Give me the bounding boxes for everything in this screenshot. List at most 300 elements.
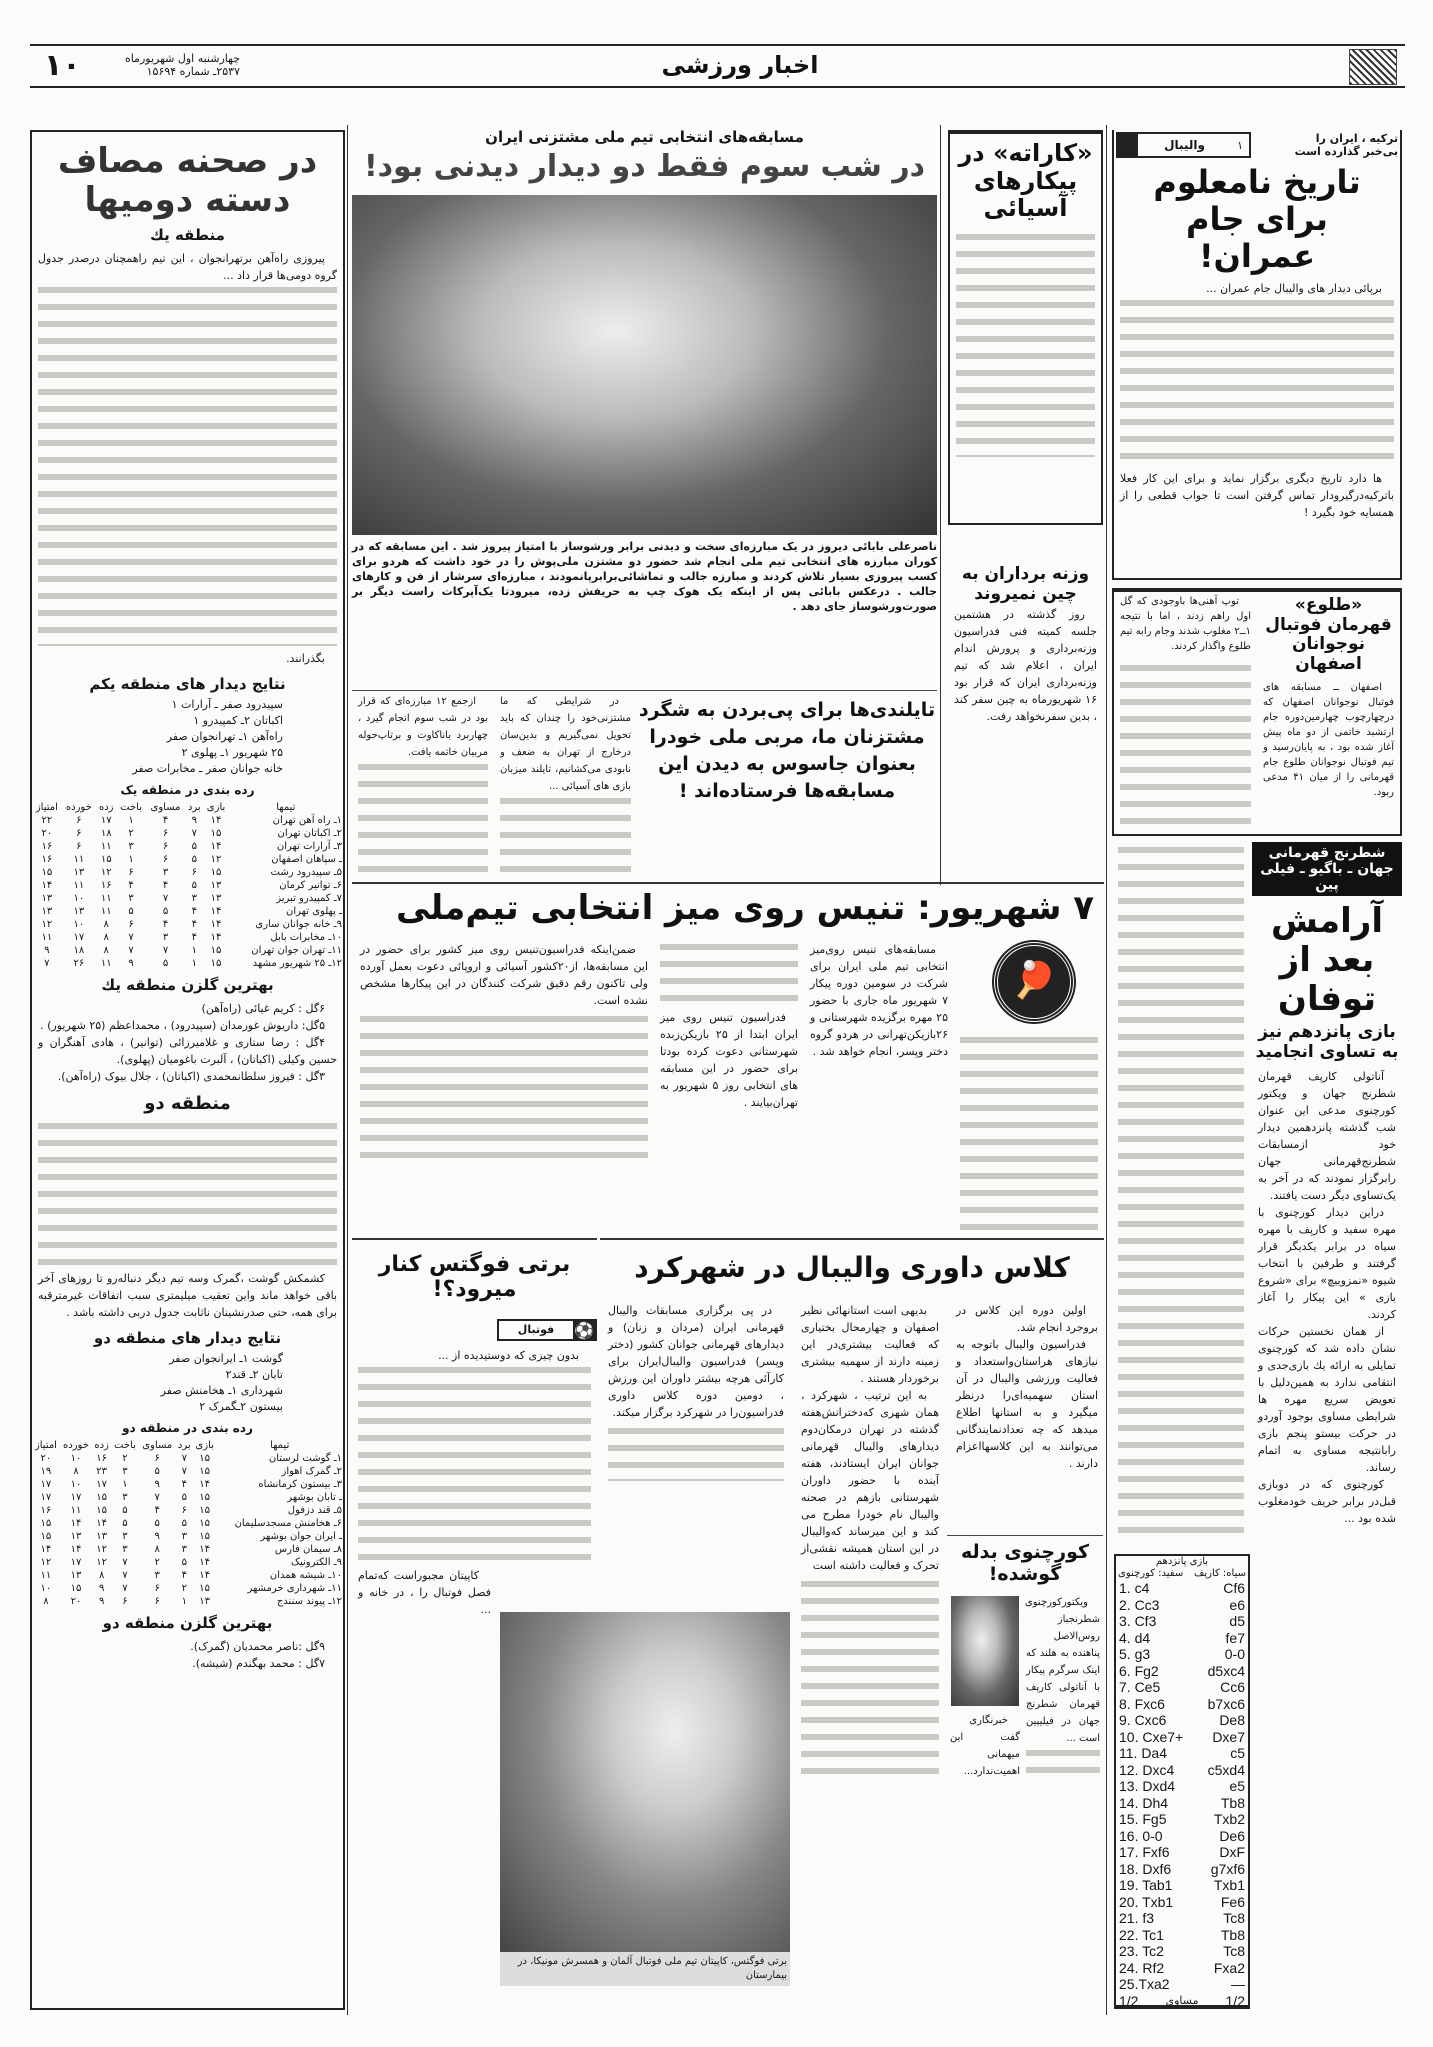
table-cell: ۸	[98, 1570, 105, 1582]
table-cell: ۱۴	[41, 880, 53, 892]
move: Tc8	[1223, 1943, 1245, 1959]
korchnoi-body-col2: خبرنگاری گفت این میهمانی اهمیت‌ندارد...	[947, 1710, 1023, 1782]
table-cell: ۷	[128, 932, 134, 944]
chess-moves-box	[1114, 1554, 1250, 2009]
table-cell: ۱۷	[70, 1557, 82, 1569]
table-row	[32, 853, 343, 866]
table-cell: ۱۵	[199, 1453, 210, 1465]
column-header: مساوی	[150, 802, 181, 814]
table-cell: ۷	[128, 945, 134, 957]
result-item: سپیدرود صفر ـ آرارات ۱	[171, 698, 283, 712]
scorer-item: ۷گل : محمد بهگندم (شیشه).	[38, 1655, 337, 1672]
table-cell: ـ ایران جوان بوشهر	[260, 1531, 342, 1543]
table-cell: ۴	[162, 815, 169, 827]
table-cell: ۸	[154, 1544, 160, 1556]
table-cell: ۱۴	[70, 1544, 82, 1556]
table-cell: ۱۲ـ ۲۵ شهریور مشهد	[252, 958, 342, 970]
table-cell: ۱۰ـ شیشه همدان	[269, 1570, 342, 1582]
second-division-article	[30, 130, 345, 2010]
moves-list	[1116, 1580, 1248, 1993]
move: 15. Fg5	[1119, 1811, 1167, 1827]
zone1-standings-title: رده بندی در منطقه یک	[120, 783, 255, 798]
move-row	[1116, 1976, 1248, 1993]
table-cell: ۱۳	[210, 893, 222, 905]
headline: آرامش بعد از توفان	[1271, 901, 1383, 1020]
table-cell: ۵ـ قند دزفول	[287, 1505, 342, 1517]
move: Tb8	[1220, 1794, 1245, 1811]
table-cell: ۱۶	[96, 1453, 107, 1465]
table-cell: ۵	[181, 1557, 187, 1569]
table-cell: ۶	[76, 841, 82, 853]
vogts-body: بدون چیزی که دوستیدیده از ...	[352, 1345, 597, 1565]
table-cell: ۳	[181, 1531, 187, 1543]
move-row	[1116, 1844, 1248, 1861]
issue-text: ۲۵۳۷ـ شماره ۱۵۶۹۴	[146, 65, 240, 78]
referee-body-col3-more	[602, 1423, 790, 1483]
column-header: بازی	[206, 802, 226, 814]
table-cell: ۵	[181, 1518, 187, 1530]
table-cell: ۱۵	[41, 867, 53, 879]
table-cell: ۱۳	[96, 1531, 107, 1543]
table-cell: ۵	[162, 906, 169, 918]
table-cell: ۳ـ آرارات تهران	[276, 841, 342, 853]
move: 18. Dxf6	[1119, 1860, 1172, 1877]
move: 6. Fg2	[1119, 1662, 1159, 1679]
zone2-standings-table	[32, 1439, 343, 1608]
table-cell: ۵	[154, 1518, 160, 1530]
volleyball-body-end: ها دارد تاریخ دیگری برگزار نماید و برای این کار فعلا باترکیه‌درگیرودار تماس گرفتن است تا جواب قطعی را از همسایه خود بگیرد !	[1114, 468, 1400, 523]
table-cell: ۶	[154, 1453, 160, 1465]
table-row	[32, 1556, 343, 1569]
move: e6	[1229, 1596, 1245, 1613]
table-cell: ۱۵	[40, 1531, 52, 1543]
table-cell: ۱۳	[41, 893, 53, 905]
table-cell: ۱۳	[41, 906, 53, 918]
column-header: باخت	[120, 802, 143, 814]
table-cell: ۱۷	[70, 1492, 82, 1504]
column-header: تیمها	[270, 1440, 290, 1452]
table-cell: ۹	[154, 1531, 160, 1543]
table-cell: ۶	[154, 1583, 160, 1595]
masthead	[30, 44, 1405, 88]
date-text: چهارشنبه اول شهریورماه	[124, 52, 240, 65]
headline: در صحنه مصاف دسته دومیها	[57, 141, 318, 221]
table-cell: ۳ـ بیستون کرمانشاه	[258, 1479, 342, 1491]
table-cell: ۱۱	[41, 932, 53, 944]
table-cell: ۲۰	[40, 1453, 52, 1465]
headline: در شب سوم فقط دو دیدار دیدنی بود!	[363, 149, 926, 184]
table-cell: ۷	[122, 1557, 128, 1569]
table-cell: ۷	[191, 828, 197, 840]
move-row	[1116, 1630, 1248, 1647]
table-cell: ۱	[122, 1479, 128, 1491]
column-header: زده	[94, 1440, 109, 1452]
result-item: تابان ۲ـ قند۲	[225, 1368, 283, 1382]
table-cell: ۱۰	[40, 1583, 52, 1595]
table-header	[32, 1439, 343, 1452]
thailand-body-col2: ازجمع ۱۲ مبارزه‌ای که قرار بود در شب سوم انجام گیرد ، چهاربرد باناکاوت و برتاپ‌حوله مربیان خاتمه یافت.	[352, 691, 494, 880]
headline: ۷ شهریور: تنیس روی میز انتخابی تیم‌ملی	[396, 888, 1094, 928]
move-row	[1116, 1943, 1248, 1960]
table-cell: ۲ـ گمرک اهواز	[281, 1466, 342, 1478]
table-cell: ۶	[122, 1596, 128, 1608]
move: 25.Txa2	[1119, 1976, 1170, 1992]
table-cell: ۱۴	[210, 815, 222, 827]
move-row	[1116, 1597, 1248, 1614]
table-cell: ۴	[191, 919, 197, 931]
table-cell: ۹	[44, 945, 50, 957]
table-row	[32, 957, 343, 970]
table-row	[32, 1478, 343, 1491]
table-cell: ۲ـ اکباتان تهران	[277, 828, 342, 840]
tag-label: والیبال	[1164, 138, 1205, 152]
table-cell: ۱۴	[199, 1557, 210, 1569]
move: 10. Cxe7+	[1119, 1728, 1184, 1745]
move: 19. Tab1	[1119, 1877, 1173, 1893]
table-cell: ۱۱	[40, 1570, 52, 1582]
table-row	[32, 1569, 343, 1582]
table-cell: ۱۱	[70, 1505, 82, 1517]
isfahan-body-col2: توپ آهنی‌ها باوجودی که گل اول راهم زدند ، اما با نتیجه ۱ــ۲ مغلوب شدند وجام رابه تیم طلوع واگذار کردند.	[1114, 592, 1257, 834]
table-row	[32, 1517, 343, 1530]
headline: «کاراته» در پیکارهای آسیائی	[958, 139, 1093, 223]
headline: تایلندی‌ها برای پی‌بردن به شگرد مشتزنان ما، مربی ملی خودرا بعنوان جاسوس به دیدن این مسابقه‌ها فرستاده‌اند !	[638, 699, 936, 802]
table-cell: ۸	[103, 945, 109, 957]
move-row	[1116, 1762, 1248, 1779]
thailand-body: در شرایطی که ما مشتزنی‌خود را چندان که باید تحویل نمی‌گیریم و بدین‌سان درخارج از تهران به ضعف و نابودی می‌کشانیم، تایلند میزبان بازی های آسیائی ...	[494, 691, 637, 880]
table-cell: ۱۵	[199, 1466, 210, 1478]
referee-body-col3: در پی برگزاری مسابقات والیبال قهرمانی ایران (مردان و زنان) و دیدارهای قهرمانی جوانان کشور (دختر وپسر) فدراسیون والیبال‌ایران برای کارآئی هرچه بیشتر داوران این ورزش ، دومین دوره کلاس داوری فدراسیون‌را در شهرکرد برگزار میکند.	[602, 1300, 790, 1423]
table-cell: ۴	[181, 1479, 187, 1491]
headline: برتی فوگتس کنار میرود؟!	[378, 1252, 571, 1303]
kicker: ترکیه ، ایران را بی‌خبر گذارده است	[1294, 132, 1398, 158]
table-cell: ۱۵	[96, 1492, 107, 1504]
move: 12. Dxc4	[1119, 1761, 1175, 1778]
table-cell: ۵	[162, 958, 169, 970]
table-row	[32, 840, 343, 853]
karate-body	[950, 229, 1101, 459]
table-cell: ۱۳	[70, 1531, 82, 1543]
table-row	[32, 905, 343, 918]
move: 9. Cxc6	[1119, 1712, 1167, 1728]
table-cell: ۱۰	[70, 1453, 82, 1465]
table-row	[32, 1465, 343, 1478]
move-row	[1116, 1811, 1248, 1828]
table-cell: ۵	[122, 1505, 128, 1517]
table-cell: ۱۸	[73, 945, 85, 957]
move-row	[1116, 1663, 1248, 1680]
headline: تاریخ نامعلوم برای جام عمران!	[1153, 163, 1361, 275]
headline: وزنه برداران به چین نمیروند	[961, 564, 1090, 604]
table-cell: ۴	[162, 919, 169, 931]
table-cell: ۶	[162, 854, 169, 866]
table-row	[32, 931, 343, 944]
table-cell: ۸	[73, 1466, 79, 1478]
volleyball-tag-icon	[1118, 134, 1138, 156]
move: 8. Fxc6	[1119, 1695, 1165, 1712]
table-cell: ۱۸	[100, 828, 112, 840]
scorer-item: ۶گل : کریم غیائی (راه‌آهن)	[38, 1000, 337, 1017]
move-row	[1116, 1960, 1248, 1977]
table-cell: ۱۷	[96, 1479, 107, 1491]
box-title: بازی پانزدهم	[1155, 1556, 1209, 1567]
section-tag	[1116, 132, 1251, 158]
vogts-body-end: کاپیتان مجبوراست که‌تمام فصل فوتبال را ، در خانه و ...	[352, 1565, 497, 1620]
zone2-scorers	[32, 1636, 343, 1674]
move: 5. g3	[1119, 1646, 1151, 1662]
move: 1. c4	[1119, 1580, 1150, 1596]
table-cell: ۱۵	[199, 1518, 210, 1530]
table-cell: ۱۶	[41, 854, 53, 866]
table-cell: ۲۰	[70, 1596, 82, 1608]
move: e5	[1229, 1778, 1245, 1794]
table-cell: ۴	[128, 880, 134, 892]
move: DxF	[1219, 1844, 1245, 1860]
move: Cc6	[1220, 1679, 1245, 1695]
move: d5xc4	[1207, 1662, 1245, 1679]
chess-body: آناتولی کارپف قهرمان شطرنج جهان و ویکتور کورچنوی مدعی این عنوان شب گذشته پانزدهمین دیدار خود ازمسابقات شطرنج‌قهرمانی جهان رابرگزار نمودند که در آخر به یک‌تساوی دیگر دست یافتند. دراین دیدار کورچنوی با مهره سفید و کارپف با مهره سیاه در برابر یکدیگر قرار گرفتند و طرفین با انتخاب شیوه «نمزوییچ» برای «شروع بازی » این پیکار را آغاز کردند. از همان نخستین حرکات نشان داده شد که کورچنوی تمایلی به ارائه یك بازی‌جدی و انتقامی ندارد به همین‌دلیل با تعویض سریع مهره ها شرایطی مساوی بوجود آوردو در حرکت بیستو پنجم بازی رابانتیجه مساوی به اتمام رساند. کورچنوی که در دوبازی قبل‌در برابر حریف خودمغلوب شده بود ...	[1252, 1066, 1402, 1529]
referee-body-col1: اولین دوره این کلاس در بروجرد انجام شد. فدراسیون والیبال باتوجه به نیازهای هراستان‌واستعداد و فعالیت ورزشی والیبال در آن استان سهمیه‌ای‌را درنظر میگیرد و به استانها اطلاع میدهد که چه تعدادنمایندگانی می‌توانند به این کلاسهااعزام دارند .	[950, 1300, 1104, 1474]
table-cell: ۵	[191, 854, 197, 866]
table-cell: ۱۵	[210, 828, 222, 840]
football-icon: ⚽	[574, 1320, 594, 1340]
table-cell: ۱۱	[100, 841, 112, 853]
chess-left-body	[1112, 842, 1250, 1542]
table-cell: ۱۵	[100, 854, 112, 866]
table-cell: ۳	[122, 1531, 128, 1543]
football-tag	[497, 1319, 597, 1341]
table-cell: ۹	[191, 815, 197, 827]
move: 16. 0-0	[1119, 1827, 1163, 1844]
volleyball-body: برپائی دیدار های والیبال جام عمران ...	[1114, 278, 1400, 468]
move-row	[1116, 1696, 1248, 1713]
table-cell: ۷ـ کمپیدرو تبریز	[276, 893, 342, 905]
table-cell: ۱۲	[210, 854, 222, 866]
table-row	[32, 879, 343, 892]
table-cell: ۱۰	[73, 893, 85, 905]
move: d5	[1229, 1613, 1245, 1629]
table-cell: ۱۳	[70, 1570, 82, 1582]
table-cell: ۶	[128, 867, 134, 879]
volleyball-article	[1112, 130, 1402, 580]
table-cell: ۶	[181, 1505, 187, 1517]
table-cell: ۶	[76, 828, 82, 840]
table-cell: ۱۷	[100, 815, 112, 827]
thailand-boxing-article	[352, 690, 937, 880]
zone1-body: پیروزی راه‌آهن برتهرانجوان ، این تیم راهمچنان درصدر جدول گروه دومی‌ها قرار داد ...	[32, 248, 343, 648]
column-header: خورده	[63, 1440, 89, 1452]
table-cell: ۱۴	[210, 841, 222, 853]
table-cell: ۹	[98, 1596, 105, 1608]
move-row	[1116, 1861, 1248, 1878]
table-cell: ۱۶	[40, 1505, 52, 1517]
table-cell: ۵	[181, 1492, 187, 1504]
table-cell: ۸	[103, 932, 109, 944]
headline: «طلوع» قهرمان فوتبال نوجوانان اصفهان	[1265, 595, 1392, 674]
zone1-standings-table	[32, 801, 343, 970]
zone2-body	[32, 1118, 343, 1268]
result-label: مساوی	[1165, 1993, 1199, 2007]
table-row	[32, 1504, 343, 1517]
column-header: مساوی	[142, 1440, 173, 1452]
table-cell: ۱۱	[73, 880, 85, 892]
move: 17. Fxf6	[1119, 1844, 1170, 1860]
table-row	[32, 892, 343, 905]
table-cell: ۷	[181, 1453, 187, 1465]
move-row	[1116, 1828, 1248, 1845]
table-cell: ۱۲	[96, 1557, 107, 1569]
table-cell: ۱	[181, 1596, 187, 1608]
table-cell: ۱۵	[70, 1583, 82, 1595]
table-header	[32, 801, 343, 814]
table-cell: ۱۴	[199, 1570, 210, 1582]
zone1-results	[32, 697, 343, 777]
table-row	[32, 1491, 343, 1504]
table-cell: ۱۱	[100, 893, 112, 905]
table-cell: ۱۱	[100, 958, 112, 970]
table-cell: ۴	[181, 1570, 187, 1582]
table-row	[32, 1582, 343, 1595]
move: Txb1	[1213, 1877, 1245, 1893]
table-cell: ۱۱	[100, 906, 112, 918]
table-cell: ۱۴	[210, 919, 222, 931]
weightlifting-article	[948, 535, 1103, 875]
table-cell: ۱	[191, 945, 197, 957]
date-line	[90, 52, 240, 78]
table-cell: ۱	[128, 854, 134, 866]
move: 21. f3	[1119, 1910, 1155, 1926]
zone1-scorers	[32, 998, 343, 1087]
boxing-article	[352, 128, 937, 683]
result-item: گوشت ۱ـ ایرانجوان صفر	[169, 1352, 283, 1366]
table-cell: ۱۵	[210, 945, 222, 957]
table-cell: ۲	[181, 1583, 187, 1595]
move: 22. Tc1	[1119, 1926, 1164, 1943]
table-cell: ۳	[128, 893, 134, 905]
move: 7. Ce5	[1119, 1679, 1161, 1695]
scorer-item: ۵گل: داریوش غورمدان (سپیدرود) ، محمداعظم (۲۵ شهریور) .	[38, 1017, 337, 1034]
move-row	[1116, 1646, 1248, 1663]
table-cell: ۳	[162, 867, 169, 879]
table-tennis-article	[352, 882, 1104, 1237]
move: Fe6	[1220, 1893, 1245, 1910]
column-header: امتیاز	[34, 1440, 57, 1452]
table-cell: ۲۲	[41, 815, 53, 827]
move-row	[1116, 1613, 1248, 1630]
korchnoi-photo	[951, 1596, 1019, 1706]
move: —	[1231, 1976, 1245, 1992]
headline: کورچنوی بدله گوشده!	[960, 1541, 1090, 1585]
table-cell: ـ پهلوی تهران	[285, 906, 342, 918]
table-cell: ۱۱ـ تهران جوان تهران	[251, 945, 342, 957]
table-cell: ۱	[128, 815, 134, 827]
table-cell: ۱۹	[40, 1466, 52, 1478]
table-cell: ۱۵	[199, 1492, 210, 1504]
table-cell: ۵	[154, 1466, 160, 1478]
subhead: بازی پانزدهم نیز به تساوی انجامید	[1255, 1022, 1399, 1062]
move-row	[1116, 1729, 1248, 1746]
table-row	[32, 814, 343, 827]
table-cell: ۸ـ سیمان فارس	[274, 1544, 342, 1556]
table-cell: ۱۶	[100, 880, 112, 892]
table-cell: ۳	[162, 932, 169, 944]
table-cell: ۲۰	[41, 828, 53, 840]
tag-number: ۱	[1237, 138, 1243, 152]
table-cell: ۵	[191, 880, 197, 892]
table-row	[32, 918, 343, 931]
table-cell: ۱۵	[96, 1505, 107, 1517]
table-cell: ۴	[191, 906, 197, 918]
move: 20. Txb1	[1119, 1893, 1174, 1910]
result-item: شهرداری ۱ـ هخامنش صفر	[160, 1384, 283, 1398]
table-cell: ۱۲	[41, 919, 53, 931]
move: Cf6	[1223, 1580, 1245, 1596]
result-item: بیستون ۲ـگمرک ۲	[199, 1400, 283, 1414]
table-cell: ۲	[154, 1557, 160, 1569]
table-cell: ۳	[191, 893, 197, 905]
isfahan-body: اصفهان ــ مسابقه های فوتبال نوجوانان اصفهان که درچهارچوب چهارمین‌دوره جام ارتشبد خاتمی از دو ماه پیش آغاز شده بود ، به پایان‌رسید و تیم فوتبال نوجوانان طلوع جام قهرمانی را از میان ۴۱ مدعی ربود.	[1257, 678, 1400, 802]
table-cell: ۹	[98, 1583, 105, 1595]
tennis-body-col4: ضمن‌اینکه فدراسیون‌تنیس روی میز کشور برای حضور در این مسابقه‌ها، از۲۰کشور آسیائی و اروپائی دعوت بعمل آورده ولی تاکنون رقم دقیق شرکت کنندگان در این پیکارها مشخص نشده است.	[354, 939, 654, 1011]
newspaper-logo	[1349, 49, 1397, 85]
table-cell: ۳	[128, 841, 134, 853]
isfahan-football-article	[1112, 588, 1402, 836]
table-cell: ۱۲	[96, 1544, 107, 1556]
move-row	[1116, 1877, 1248, 1894]
move: 23. Tc2	[1119, 1943, 1164, 1959]
tennis-body-col3	[654, 939, 804, 1007]
karate-article	[948, 130, 1103, 525]
table-cell: ۱۰	[73, 919, 85, 931]
tennis-body-col4-more	[354, 1011, 654, 1161]
table-row	[32, 1543, 343, 1556]
table-cell: ۷	[154, 1492, 160, 1504]
move-row	[1116, 1778, 1248, 1795]
table-cell: ۱۷	[73, 932, 85, 944]
photo-caption: برتی فوگتس، کاپیتان تیم ملی فوتبال آلمان و همسرش مونیکا، در بیمارستان	[500, 1952, 790, 1986]
move: 24. Rf2	[1119, 1959, 1165, 1976]
referee-body-col2-end: بدیهی است استانهائی نظیر اصفهان و چهارمحال بختیاری که فعالیت بیشتری‌در این زمینه دارند از سهمیه بیشتری برخوردار هستند . به این ترتیب ، شهرکرد ، همان شهری که‌دخترانش‌هفته گذشته در تهران درمکان‌دوم دیدارهای والیبال قهرمانی جوانان ایران ایستادند، هفته آینده با حضور داوران شهرستانی بازهم در صحنه والیبال نام خودرا مطرح می کند و این میرساند که‌والیبال در این استان همیشه نقشی‌از تحرک و فعالیت داشته است	[795, 1300, 945, 1576]
move-row	[1116, 1910, 1248, 1927]
korchnoi-article	[947, 1535, 1103, 2010]
tennis-body-col1	[954, 1032, 1104, 1232]
scorer-item: ۴گل : رضا ستاری و غلامیرزائی (توانیر) ، هادی آهنگران و حسین وکیلی (اکباتان) ، آلبرت باغومیان (پهلوی).	[38, 1036, 337, 1067]
weightlifting-body: روز گذشته در هشتمین جلسه کمیته فنی فدراسیون وزنه‌برداری و پرورش اندام ایران ، اعلام شد که تیم وزنه‌برداری ایران که قرار بود ۱۶ شهریورماه به چین سفر کند ، بدین سفرنخواهد رفت.	[948, 604, 1103, 727]
table-cell: ۱۰ـ مخابرات بابل	[270, 932, 342, 944]
white-label: سفید: کورچنوی	[1118, 1568, 1184, 1579]
zone2-title: منطقه دو	[144, 1093, 231, 1115]
zone1-results-title: نتایج دیدار های منطقه یکم	[89, 675, 286, 694]
table-cell: ۱۲	[40, 1557, 52, 1569]
table-cell: ۱۳	[73, 906, 85, 918]
move: 0-0	[1224, 1646, 1245, 1662]
move-row	[1116, 1679, 1248, 1696]
table-cell: ۱۵	[210, 867, 222, 879]
column-header: زده	[98, 802, 114, 814]
move-row	[1116, 1795, 1248, 1812]
table-row	[32, 1595, 343, 1608]
table-cell: ۹	[154, 1479, 160, 1491]
result-item: راه‌آهن ۱ـ تهرانجوان صفر	[166, 730, 283, 744]
table-cell: ۱۵	[199, 1505, 210, 1517]
table-cell: ۶	[191, 867, 197, 879]
black-label: سیاه: کارپف	[1193, 1568, 1246, 1579]
tennis-body-col3b: فدراسیون تنیس روی میز ایران ابتدا از ۲۵ بازیکن‌زبده شهرستانی دعوت کرده بودتا برای حضور در این مسابقه های انتخابی روز ۵ شهریور به تهران‌بیایند .	[654, 1007, 804, 1113]
table-cell: ۱۱ـ شهرداری خرمشهر	[247, 1583, 342, 1595]
table-cell: ۹	[128, 958, 134, 970]
table-cell: ۱۳	[199, 1596, 210, 1608]
table-cell: ۱ـ گوشت لرستان	[268, 1453, 342, 1465]
